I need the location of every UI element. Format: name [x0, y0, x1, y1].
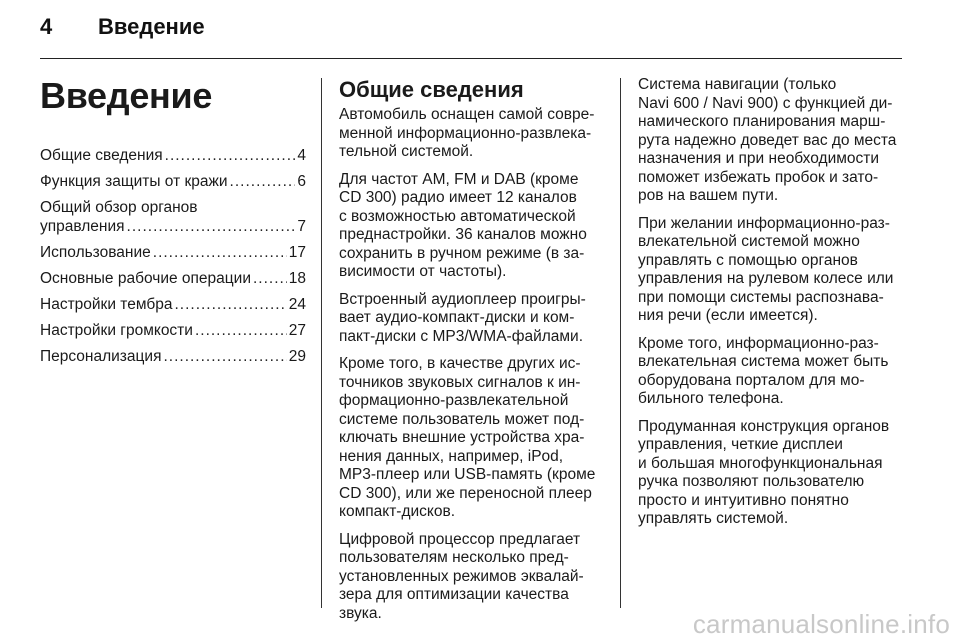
toc-item[interactable] [40, 198, 306, 236]
toc-item-title: Основные рабочие операции [40, 270, 251, 287]
toc-item-page: 4 [297, 147, 306, 164]
paragraph: Кроме того, информационно-раз- влекательная система может быть оборудована порталом для мо- бильного телефона. [638, 334, 889, 407]
paragraph: Автомобиль оснащен самой совре- менной информационно-развлека- тельной системой. [339, 106, 595, 160]
toc-item[interactable] [40, 295, 306, 314]
toc-item-title: Функция защиты от кражи [40, 173, 228, 190]
toc-item-title: Персонализация [40, 348, 162, 365]
toc-leader-dots [153, 243, 287, 262]
toc-item[interactable] [40, 146, 306, 165]
paragraph: Цифровой процессор предлагает пользователям несколько пред- установленных режимов эквалай- зера для оптимизации качества звука. [339, 530, 584, 622]
toc-leader-dots [195, 321, 287, 340]
paragraph: Продуманная конструкция органов управления, четкие дисплеи и большая многофункциональная ручка позволяют пользователю просто и интуитивно понятно управлять системой. [638, 417, 890, 527]
toc-item[interactable] [40, 347, 306, 366]
table-of-contents [40, 146, 306, 366]
toc-item-page: 17 [288, 244, 306, 261]
paragraph: Для частот AM, FM и DAB (кроме CD 300) радио имеет 12 каналов с возможностью автоматической преднастройки. 36 каналов можно сохранить в ручном режиме (в за- висимости от частоты). [339, 170, 587, 280]
chapter-title: Введение [40, 75, 213, 116]
toc-item-page: 29 [288, 348, 306, 365]
toc-leader-dots [230, 172, 296, 191]
running-title: Введение [98, 14, 205, 39]
toc-item-title: управления [40, 218, 125, 235]
toc-item-page: 6 [297, 173, 306, 190]
toc-item-page: 27 [288, 322, 306, 339]
toc-leader-dots [127, 217, 296, 236]
toc-leader-dots [253, 269, 287, 288]
body-column-2 [339, 76, 607, 632]
page-number: 4 [40, 14, 53, 39]
paragraph: Встроенный аудиоплеер проигры- вает аудио-компакт-диски и ком- пакт-диски с MP3/WMA-файлами. [339, 290, 586, 345]
column-divider-1 [321, 78, 322, 608]
toc-item[interactable] [40, 269, 306, 288]
toc-item-page: 18 [288, 270, 306, 287]
running-header [40, 14, 205, 40]
toc-item-title-line1: Общий обзор органов [40, 199, 198, 216]
paragraph: Кроме того, в качестве других ис- точников звуковых сигналов к ин- формационно-развлекательной системе пользователь может под- ключать внешние устройства хра- нения данных, например, iPod, MP3-плеер или USB-память (кроме CD 300), или же переносной плеер компакт-дисков. [339, 355, 596, 520]
watermark: carmanualsonline.info [692, 609, 950, 639]
toc-column [40, 76, 306, 373]
header-rule [40, 58, 902, 59]
toc-item[interactable] [40, 321, 306, 340]
toc-item-title: Общие сведения [40, 147, 163, 164]
toc-item-page: 7 [297, 218, 306, 235]
toc-item[interactable] [40, 243, 306, 262]
body-column-3 [638, 76, 906, 538]
toc-leader-dots [165, 146, 296, 165]
toc-item[interactable] [40, 172, 306, 191]
column-divider-2 [620, 78, 621, 608]
paragraph: Система навигации (только Navi 600 / Navi 900) с функцией ди- намического планирования марш- рута надежно доведет вас до места назначения и при необходимости поможет избежать пробок и зато- ров на вашем пути. [638, 76, 897, 204]
toc-item-title: Настройки громкости [40, 322, 193, 339]
paragraph: При желании информационно-раз- влекательной системой можно управлять с помощью органов управления на рулевом колесе или при помощи системы распознава- ния речи (если имеется). [638, 214, 894, 324]
toc-leader-dots [174, 295, 286, 314]
toc-item-title: Использование [40, 244, 151, 261]
toc-leader-dots [163, 347, 286, 366]
section-title: Общие сведения [339, 77, 524, 102]
toc-item-title: Настройки тембра [40, 296, 173, 313]
toc-item-page: 24 [288, 296, 306, 313]
